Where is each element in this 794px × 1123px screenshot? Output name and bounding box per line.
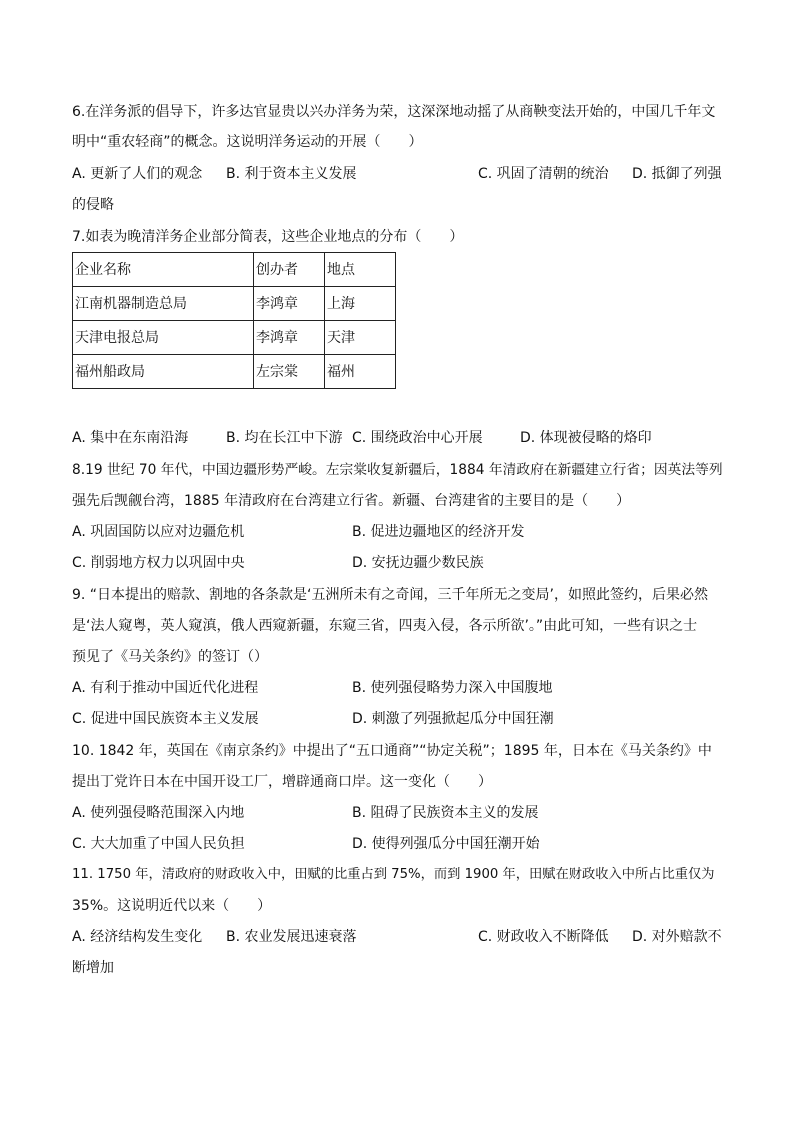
table-row [73,355,396,389]
table-header-cell: 创办者 [254,253,325,287]
q10-stem-line2: 提出丁党许日本在中国开设工厂，增辟通商口岸。这一变化（ ） [72,774,492,790]
q6-option-d: D. 抵御了列强 [632,166,722,182]
q7-option-b: B. 均在长江中下游 [226,430,343,446]
q8-option-b: B. 促进边疆地区的经济开发 [352,524,525,540]
q7-option-a: A. 集中在东南沿海 [72,430,189,446]
q10-option-a: A. 使列强侵略范围深入内地 [72,805,245,821]
table-cell: 福州 [325,355,396,389]
table-cell: 福州船政局 [73,355,254,389]
q11-option-d: D. 对外赔款不 [632,929,722,945]
table-cell: 李鸿章 [254,287,325,321]
enterprise-table [72,252,396,389]
q9-stem-line1: 9. “日本提出的赔款、割地的各条款是‘五洲所未有之奇闻，三千年所无之变局’，如照此签约，后果必然 [72,587,708,603]
table-cell: 上海 [325,287,396,321]
table-row [73,287,396,321]
q7-option-d: D. 体现被侵略的烙印 [520,430,652,446]
q11-stem-line2: 35%。这说明近代以来（ ） [72,898,272,914]
q8-option-a: A. 巩固国防以应对边疆危机 [72,524,245,540]
q6-option-a: A. 更新了人们的观念 [72,166,203,182]
q6-stem-line1: 6.在洋务派的倡导下，许多达官显贵以兴办洋务为荣，这深深地动摇了从商鞅变法开始的，中国几千年文 [72,104,716,120]
table-cell: 李鸿章 [254,321,325,355]
q7-stem-line1: 7.如表为晚清洋务企业部分简表，这些企业地点的分布（ ） [72,229,464,245]
q9-option-c: C. 促进中国民族资本主义发展 [72,711,259,727]
table-cell: 左宗棠 [254,355,325,389]
table-header-cell: 企业名称 [73,253,254,287]
q6-option-d-continued: 的侵略 [72,197,114,213]
q10-option-d: D. 使得列强瓜分中国狂潮开始 [352,836,540,852]
q9-stem-line2: 是‘法人窥粤，英人窥滇，俄人西窥新疆，东窥三省，四夷入侵，各示所欲’。”由此可知，一些有识之士 [72,618,698,634]
table-cell: 江南机器制造总局 [73,287,254,321]
q6-option-b: B. 利于资本主义发展 [226,166,357,182]
q11-option-d-continued: 断增加 [72,960,114,976]
table-cell: 天津 [325,321,396,355]
q6-stem-line2: 明中“重农轻商”的概念。这说明洋务运动的开展（ ） [72,134,423,150]
q9-option-a: A. 有利于推动中国近代化进程 [72,680,259,696]
q11-option-c: C. 财政收入不断降低 [478,929,609,945]
table-header-cell: 地点 [325,253,396,287]
q7-option-c: C. 围绕政治中心开展 [352,430,483,446]
q9-option-b: B. 使列强侵略势力深入中国腹地 [352,680,553,696]
q11-option-a: A. 经济结构发生变化 [72,929,203,945]
q6-option-c: C. 巩固了清朝的统治 [478,166,609,182]
q9-stem-line3: 预见了《马关条约》的签订（） [72,649,268,665]
table-cell: 天津电报总局 [73,321,254,355]
q10-stem-line1: 10. 1842 年，英国在《南京条约》中提出了“五口通商”“协定关税”；1895 年，日本在《马关条约》中 [72,743,712,759]
q8-option-d: D. 安抚边疆少数民族 [352,555,484,571]
table-row [73,321,396,355]
q10-option-b: B. 阻碍了民族资本主义的发展 [352,805,539,821]
q8-option-c: C. 削弱地方权力以巩固中央 [72,555,245,571]
table-header-row [73,253,396,287]
q11-option-b: B. 农业发展迅速衰落 [226,929,357,945]
q8-stem-line2: 强先后觊觎台湾，1885 年清政府在台湾建立行省。新疆、台湾建省的主要目的是（ ） [72,493,631,509]
q11-stem-line1: 11. 1750 年，清政府的财政收入中，田赋的比重占到 75%，而到 1900 年，田赋在财政收入中所占比重仅为 [72,867,715,882]
q9-option-d: D. 刺激了列强掀起瓜分中国狂潮 [352,711,554,727]
q8-stem-line1: 8.19 世纪 70 年代，中国边疆形势严峻。左宗棠收复新疆后，1884 年清政府在新疆建立行省；因英法等列 [72,462,723,478]
q10-option-c: C. 大大加重了中国人民负担 [72,836,245,852]
